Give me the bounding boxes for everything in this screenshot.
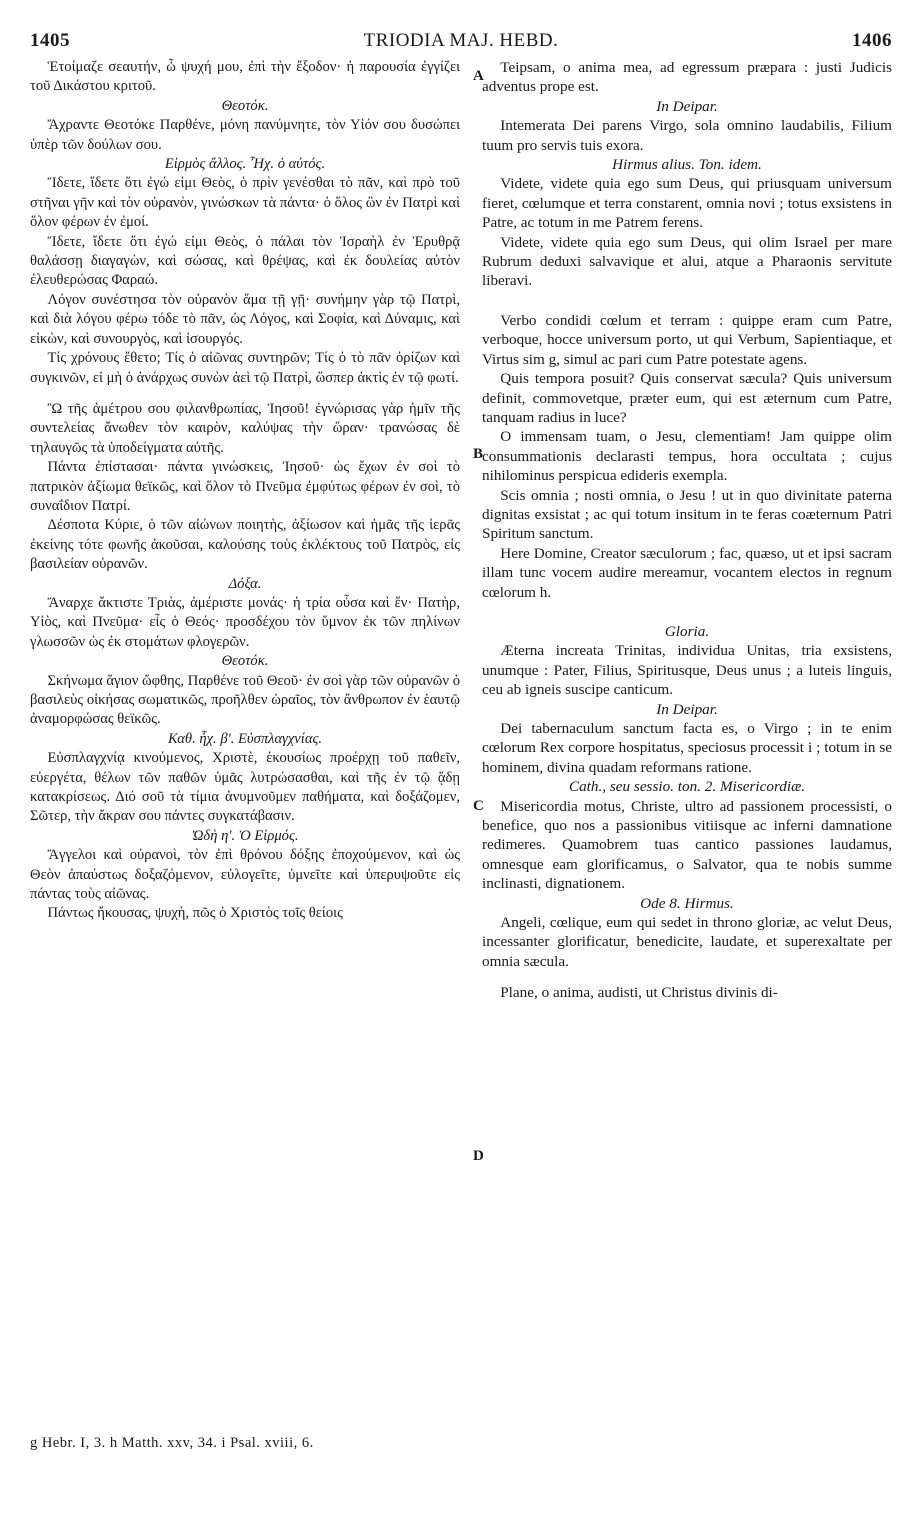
greek-paragraph: Ὢ τῆς ἀμέτρου σου φιλανθρωπίας, Ἰησοῦ! ἐγνώρισας γὰρ ἡμῖν τῆς συντελείας ἄνωθεν τὸν καιρὸν, καλύψας τὴν ὥραν· τρανώσας δὲ τηλαυγῶς τὰ ὑποδείγματα αὐτῆς. xyxy=(30,400,460,456)
greek-heading: Θεοτόκ. xyxy=(221,97,269,114)
greek-paragraph: Δέσποτα Κύριε, ὁ τῶν αἰώνων ποιητὴς, ἀξίωσον καὶ ἡμᾶς τῆς ἱερᾶς ἐκείνης τότε φωνῆς ἀκοῦσαι, καλούσης τοὺς ἐκλέκτους τοῦ Πατρὸς, εἰς βασιλείαν οὐρανῶν. xyxy=(30,517,460,573)
greek-paragraph: Τίς χρόνους ἔθετο; Τίς ὁ αἰῶνας συντηρῶν; Τίς ὁ τὸ πᾶν ὁρίζων καὶ συγκινῶν, εἰ μὴ ὁ ἀνάρχως συνὼν ἀεὶ τῷ Πατρὶ, ὥσπερ ἀκτὶς ἐν τῷ φωτί. xyxy=(30,350,460,386)
margin-marker-d: D xyxy=(473,1148,484,1164)
greek-heading: Εἱρμὸς ἄλλος. Ἦχ. ὁ αὐτός. xyxy=(164,156,326,173)
margin-marker-a: A xyxy=(473,68,484,84)
latin-paragraph: Here Domine, Creator sæculorum ; fac, quæso, ut et ipsi sacram illam tunc vocem audire mereamur, vocantem electos in regnum cœlorum h. xyxy=(482,544,892,601)
greek-paragraph: Ἴδετε, ἴδετε ὅτι ἐγώ εἰμι Θεὸς, ὁ πρὶν γενέσθαι τὸ πᾶν, καὶ πρὸ τοῦ στῆναι γῆν καὶ τὸν οὐρανὸν, γινώσκων τὰ πάντα· ὁ ὅλος ὢν ἐν Πατρὶ καὶ ὅλον φέρων ἐν ἐμοί. xyxy=(30,175,460,231)
latin-paragraph: Angeli, cœlique, eum qui sedet in throno gloriæ, ac velut Deus, incessanter glorificatur, benedicite, laudate, et superexaltate per omnia sæcula. xyxy=(482,914,892,970)
latin-paragraph: Misericordia motus, Christe, ultro ad passionem processisti, o benefice, quo nos a passionibus vitiisque ac inferni damnatione redimeres. Quamobrem tuas cantico passiones laudamus, omnesque eam glorificamus, o Salvator, qua te nobis summe inclinasti, dignationem. xyxy=(482,797,892,893)
latin-heading: Gloria. xyxy=(664,622,710,640)
greek-column xyxy=(30,58,460,1003)
greek-heading: Ὠδὴ η'. Ὁ Εἱρμός. xyxy=(191,827,299,844)
latin-paragraph: Teipsam, o anima mea, ad egressum præpara : justi Judicis adventus prope est. xyxy=(482,59,892,96)
latin-paragraph: Æterna increata Trinitas, individua Unitas, tria exsistens, unumque : Pater, Filius, Spiritusque, Deus unus ; a luteis linguis, ceu ab igneis suscipe canticum. xyxy=(482,642,892,699)
page-number-left: 1405 xyxy=(30,30,70,51)
page-header xyxy=(30,30,892,52)
greek-paragraph: Ἑτοίμαζε σεαυτήν, ὦ ψυχή μου, ἐπὶ τὴν ἔξοδον· ἡ παρουσία ἐγγίζει τοῦ Δικάστου κριτοῦ. xyxy=(30,59,460,95)
greek-paragraph: Πάντα ἐπίστασαι· πάντα γινώσκεις, Ἰησοῦ· ὡς ἔχων ἐν σοὶ τὸ πατρικὸν ἀξίωμα θεϊκῶς, καὶ ὅλον τὸ Πνεῦμα ἐμφύτως φέρων ἐν σοὶ, τὸ συναΐδιον Πατρί. xyxy=(30,459,460,514)
latin-heading: In Deipar. xyxy=(656,700,718,718)
latin-paragraph: Dei tabernaculum sanctum facta es, o Virgo ; in te enim cœlorum Rex corpore hospitatus, speciosus processit i ; totum in se hominem, divina quadam reformans ratione. xyxy=(482,720,892,776)
margin-marker-b: B xyxy=(473,446,484,462)
latin-heading: Cath., seu sessio. ton. 2. Misericordiæ. xyxy=(568,778,806,796)
two-column-text xyxy=(30,58,892,1164)
margin-marker-c: C xyxy=(473,798,484,814)
running-title: TRIODIA MAJ. HEBD. xyxy=(363,30,559,51)
greek-paragraph: Πάντως ἤκουσας, ψυχὴ, πῶς ὁ Χριστὸς τοῖς θείοις xyxy=(47,905,343,922)
greek-paragraph: Ἄχραντε Θεοτόκε Παρθένε, μόνη πανύμνητε, τὸν Υἱόν σου δυσώπει ὑπὲρ τῶν δούλων σου. xyxy=(30,117,460,153)
latin-paragraph: Scis omnia ; nosti omnia, o Jesu ! ut in quo divinitate paterna dignitas exsistat ; ac qui totum insitum in te feras coæternum Patri Spiritum sanctum. xyxy=(482,486,892,543)
greek-heading: Θεοτόκ. xyxy=(221,653,269,670)
latin-paragraph: Quis tempora posuit? Quis conservat sæcula? Quis universum definit, commovetque, præter eum, qui est æternum cum Patre, tanquam radius in luce? xyxy=(482,370,892,426)
greek-paragraph: Ἄναρχε ἄκτιστε Τριὰς, ἀμέριστε μονάς· ἡ τρία οὖσα καὶ ἕν· Πατὴρ, Υἱὸς, καὶ Πνεῦμα· εἷς ὁ Θεός· προσδέχου τὸν ὕμνον ἐκ τῶν πηλίνων γλωσσῶν ὡς ἐκ στομάτων φλογερῶν. xyxy=(30,594,460,650)
greek-heading: Καθ. ἦχ. β'. Εὐσπλαγχνίας. xyxy=(167,730,323,747)
latin-paragraph: Videte, videte quia ego sum Deus, qui priusquam universum fieret, cœlumque et terra constarent, omnia novi ; totus exsistens in Patre, ac totum in me Patrem ferens. xyxy=(482,175,892,232)
latin-paragraph: Intemerata Dei parens Virgo, sola omnino laudabilis, Filium tuum pro servis tuis exora. xyxy=(482,117,892,154)
latin-heading: In Deipar. xyxy=(656,97,718,115)
greek-heading: Δόξα. xyxy=(228,575,262,592)
latin-paragraph: Plane, o anima, audisti, ut Christus divinis di- xyxy=(500,984,778,1002)
greek-paragraph: Σκήνωμα ἅγιον ὤφθης, Παρθένε τοῦ Θεοῦ· ἐν σοὶ γὰρ τῶν οὐρανῶν ὁ βασιλεὺς οἰκήσας σωματικῶς, προῆλθεν ὡραῖος, τὸν ἄνθρωπον ἐν ἑαυτῷ ἀναμορφώσας θεϊκῶς. xyxy=(30,672,460,728)
latin-paragraph: Videte, videte quia ego sum Deus, qui olim Israel per mare Rubrum deduxi salvavique et alui, atque a Pharaonis servitute liberavi. xyxy=(482,233,892,290)
greek-paragraph: Λόγον συνέστησα τὸν οὐρανὸν ἅμα τῇ γῇ· συνήμην γὰρ τῷ Πατρὶ, καὶ διὰ λόγου φέρω τόδε τὸ πᾶν, ὡς Λόγος, καὶ Σοφία, καὶ Δύναμις, καὶ εἰκὼν, καὶ συνουργὸς, καὶ ἰσουργός. xyxy=(30,291,460,347)
latin-paragraph: O immensam tuam, o Jesu, clementiam! Jam quippe olim consummationis declarasti tempus, hora occultata ; cujus nihilominus perspicua edideris exempla. xyxy=(482,428,892,485)
greek-paragraph: Ἴδετε, ἴδετε ὅτι ἐγώ εἰμι Θεὸς, ὁ πάλαι τὸν Ἰσραὴλ ἐν Ἐρυθρᾷ θαλάσσῃ διαγαγὼν, καὶ σώσας, καὶ θρέψας, καὶ ἐκ δουλείας αὐτὸν ἐλευθερώσας Φαραώ. xyxy=(30,233,460,289)
latin-heading: Ode 8. Hirmus. xyxy=(640,894,734,912)
footnotes: g Hebr. I, 3. h Matth. xxv, 34. i Psal. xviii, 6. xyxy=(30,1435,314,1451)
latin-paragraph: Verbo condidi cœlum et terram : quippe eram cum Patre, verboque, hocce universum porto, ut qui Verbum, Sapientiaque, et Virtus sim g, simul ac pari cum Patre potestate agens. xyxy=(482,311,892,368)
page xyxy=(30,30,892,1164)
latin-heading: Hirmus alius. Ton. idem. xyxy=(612,156,762,174)
greek-paragraph: Ἄγγελοι καὶ οὐρανοὶ, τὸν ἐπὶ θρόνου δόξης ἐποχούμενον, καὶ ὡς Θεὸν ἀπαύστως δοξαζόμενον, εὐλογεῖτε, ὑμνεῖτε καὶ ὑπερυψοῦτε εἰς πάντας τοὺς αἰῶνας. xyxy=(30,847,460,903)
latin-column xyxy=(482,58,892,1003)
page-number-right: 1406 xyxy=(852,30,892,51)
greek-paragraph: Εὐσπλαγχνίᾳ κινούμενος, Χριστὲ, ἑκουσίως προέρχῃ τοῦ παθεῖν, εὐεργέτα, θέλων τῶν παθῶν ὑμᾶς λυτρώσασθαι, καὶ τῆς ἐν τῷ ᾅδῃ κατακρίσεως. Διό σοῦ τὰ τίμια ἀνυμνοῦμεν παθήματα, καὶ δοξάζομεν, Σῶτερ, τὴν ἄκραν σου πάντες συγκατάβασιν. xyxy=(30,750,460,825)
